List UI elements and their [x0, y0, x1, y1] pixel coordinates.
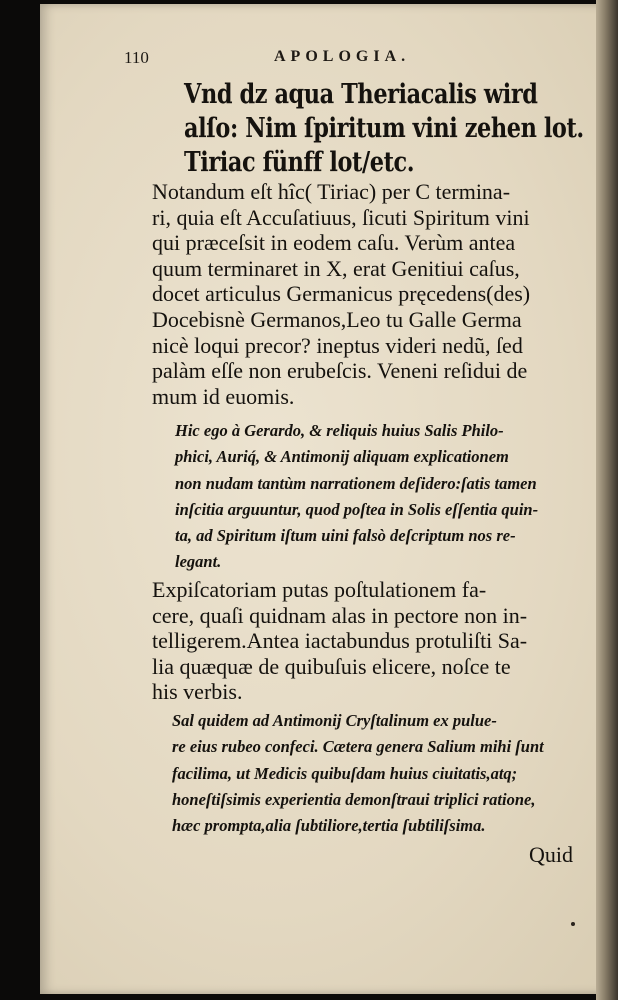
- text-line: Docebisnè Germanos,Leo tu Galle Germa: [152, 306, 522, 332]
- text-line: phici, Auriq́, & Antimonij aliquam explicationem: [175, 447, 509, 467]
- page-number: 110: [124, 48, 149, 67]
- catchword: Quid: [529, 842, 573, 867]
- text-line: ri, quia eſt Accuſatiuus, ſicuti Spiritum vini: [152, 204, 530, 230]
- text-line: docet articulus Germanicus pręcedens(des): [152, 281, 531, 307]
- text-line: Expiſcatoriam putas poſtulationem fa-: [152, 577, 487, 602]
- page-edge: [596, 0, 618, 1000]
- text-line: quum terminaret in X, erat Genitiui caſus,: [152, 255, 520, 281]
- german-quotation: [184, 78, 584, 180]
- italic-quotation-sal: [172, 708, 544, 839]
- text-line: mum id euomis.: [152, 383, 295, 409]
- text-line: his verbis.: [152, 679, 243, 705]
- paragraph-notandum: [152, 179, 530, 409]
- text-line: qui præceſsit in eodem caſu. Verùm antea: [152, 230, 516, 256]
- running-title: APOLOGIA.: [274, 48, 411, 65]
- text-line: Notandum eſt hîc( Tiriac) per C termina-: [152, 179, 511, 204]
- text-line: ta, ad Spiritum iſtum uini falsò deſcriptum nos re-: [175, 526, 516, 546]
- text-line: Tiriac fünff lot/etc.: [184, 147, 415, 178]
- text-line: nicè loqui precor? ineptus videri nedũ, ſed: [152, 332, 523, 358]
- text-line: inſcitia arguuntur, quod poſtea in Solis eſſentia quin-: [175, 499, 539, 519]
- text-line: non nudam tantùm narrationem deſidero:ſatis tamen: [175, 473, 537, 493]
- ink-spot: [571, 922, 575, 926]
- page-header: [124, 44, 564, 74]
- text-line: cere, quaſi quidnam alas in pectore non in-: [152, 602, 528, 628]
- text-line: Hic ego à Gerardo, & reliquis huius Salis Philo-: [175, 421, 504, 440]
- text-line: lia quæquæ de quibuſuis elicere, noſce te: [152, 653, 511, 679]
- text-line: re eius rubeo confeci. Cætera genera Salium mihi ſunt: [172, 737, 544, 757]
- text-line: honeſtiſsimis experientia demonſtraui triplici ratione,: [172, 789, 536, 809]
- italic-quotation-gerardo: [175, 418, 538, 576]
- text-line: hæc prompta,alia ſubtiliore,tertia ſubtiliſsima.: [172, 816, 486, 836]
- text-line: Vnd dz aqua Theriacalis wird: [184, 79, 538, 110]
- text-line: palàm eſſe non erubeſcis. Veneni reſidui de: [152, 358, 528, 384]
- text-line: Sal quidem ad Antimonij Cryſtalinum ex pulue-: [172, 711, 497, 730]
- text-line: facilima, ut Medicis quibuſdam huius ciuitatis,atq;: [172, 763, 518, 783]
- text-line: telligerem.Antea iactabundus protuliſti Sa-: [152, 628, 528, 654]
- text-line: alſo: Nim ſpiritum vini zehen lot.: [184, 113, 584, 144]
- paragraph-expiscatoriam: [152, 577, 527, 705]
- text-line: legant.: [175, 552, 222, 572]
